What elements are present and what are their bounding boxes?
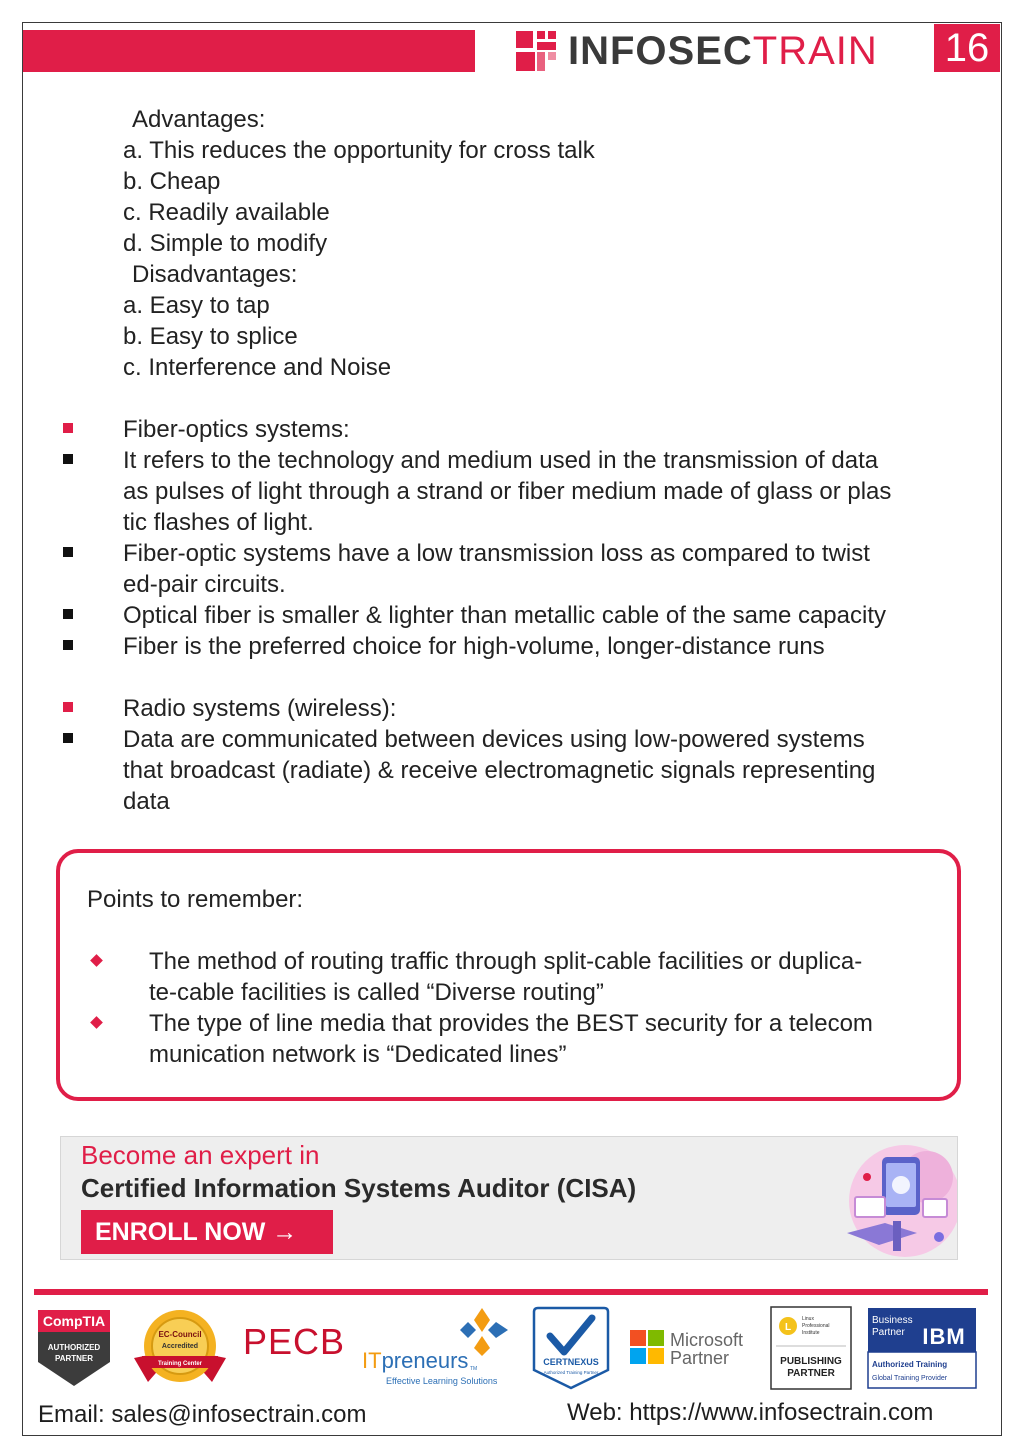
radio-line: that broadcast (radiate) & receive electromagnetic signals representing	[123, 757, 876, 784]
square-bullet-icon	[63, 547, 73, 557]
advantage-item: d. Simple to modify	[123, 230, 328, 257]
fiber-line: Fiber-optic systems have a low transmission loss as compared to twist	[123, 540, 870, 567]
banner-course-title: Certified Information Systems Auditor (CISA)	[81, 1173, 637, 1203]
comptia-badge-line: AUTHORIZED	[47, 1343, 101, 1352]
square-bullet-icon	[63, 640, 73, 650]
lpi-partner-text: PARTNER	[787, 1368, 835, 1379]
lpi-name-line: Professional	[802, 1323, 830, 1329]
comptia-authorized-partner-logo	[34, 1306, 114, 1390]
remember-heading: Points to remember:	[87, 886, 304, 913]
remember-line: The type of line media that provides the BEST security for a telecom	[149, 1010, 873, 1037]
itpreneurs-tm: TM	[470, 1366, 478, 1372]
certnexus-text: CERTNEXUS	[543, 1357, 599, 1367]
disadvantage-item: b. Easy to splice	[123, 323, 298, 350]
pecb-logo	[238, 1306, 350, 1390]
ibm-business-text: Business	[872, 1315, 913, 1326]
svg-text:L: L	[784, 1322, 792, 1333]
fiber-line: as pulses of light through a strand or fiber medium made of glass or plas	[123, 478, 892, 505]
lpi-publishing-partner-logo	[770, 1306, 852, 1390]
advantages-heading: Advantages:	[132, 106, 266, 133]
comptia-badge-line: PARTNER	[54, 1354, 94, 1363]
radio-line: data	[123, 788, 170, 815]
microsoft-partner-text: Partner	[670, 1348, 730, 1368]
ibm-authorized-text: Authorized Training	[872, 1360, 948, 1369]
page-number: 16	[934, 24, 1000, 72]
fiber-line: Fiber is the preferred choice for high-volume, longer-distance runs	[123, 633, 825, 660]
itpreneurs-text: preneurs	[381, 1348, 469, 1373]
fiber-line: It refers to the technology and medium used in the transmission of data	[123, 447, 879, 474]
remember-line: The method of routing traffic through split-cable facilities or duplica-	[149, 948, 863, 975]
infosectrain-logo	[516, 30, 878, 72]
fiber-heading: Fiber-optics systems:	[123, 416, 350, 443]
ibm-business-partner-logo	[866, 1306, 982, 1390]
ibm-text: IBM	[922, 1324, 966, 1349]
logo-text-main: INFOSEC	[568, 29, 753, 73]
disadvantages-heading: Disadvantages:	[132, 261, 298, 288]
remember-line: te-cable facilities is called “Diverse routing”	[149, 979, 604, 1006]
footer-website[interactable]: Web: https://www.infosectrain.com	[567, 1399, 934, 1426]
advantage-item: c. Readily available	[123, 199, 330, 226]
square-bullet-icon	[63, 454, 73, 464]
square-bullet-icon	[63, 423, 73, 433]
fiber-line: tic flashes of light.	[123, 509, 314, 536]
lpi-publishing-text: PUBLISHING	[780, 1356, 842, 1367]
itpreneurs-tagline: Effective Learning Solutions	[386, 1376, 498, 1386]
ec-council-line: Training Center	[157, 1361, 203, 1367]
itpreneurs-logo	[360, 1306, 516, 1390]
fiber-line: ed-pair circuits.	[123, 571, 286, 598]
enroll-now-button[interactable]: ENROLL NOW →	[81, 1210, 333, 1254]
ibm-partner-text: Partner	[872, 1327, 905, 1338]
footer-email[interactable]: Email: sales@infosectrain.com	[38, 1401, 367, 1428]
ec-council-line: Accredited	[161, 1343, 199, 1350]
banner-tagline: Become an expert in	[81, 1140, 320, 1170]
comptia-name: CompTIA	[42, 1313, 106, 1329]
footer-rule	[34, 1289, 988, 1295]
square-bullet-icon	[63, 609, 73, 619]
itpreneurs-accent: IT	[362, 1348, 382, 1373]
svg-text:ITpreneurs	[362, 1348, 468, 1373]
microsoft-partner-logo	[626, 1306, 758, 1390]
remember-line: munication network is “Dedicated lines”	[149, 1041, 567, 1068]
header-bar	[23, 30, 475, 72]
ibm-global-text: Global Training Provider	[872, 1375, 948, 1382]
advantage-item: a. This reduces the opportunity for cross talk	[123, 137, 595, 164]
square-bullet-icon	[63, 733, 73, 743]
microsoft-text: Microsoft	[670, 1330, 744, 1350]
disadvantage-item: a. Easy to tap	[123, 292, 270, 319]
logo-grid-icon	[516, 31, 556, 71]
fiber-line: Optical fiber is smaller & lighter than metallic cable of the same capacity	[123, 602, 886, 629]
lpi-name-line: Institute	[802, 1330, 820, 1336]
radio-line: Data are communicated between devices using low-powered systems	[123, 726, 865, 753]
square-bullet-icon	[63, 702, 73, 712]
ec-council-line: EC-Council	[158, 1330, 202, 1339]
laptop-illustration-icon	[827, 1137, 957, 1260]
disadvantage-item: c. Interference and Noise	[123, 354, 392, 381]
certnexus-sub: Authorized Training Partner	[543, 1370, 599, 1375]
lpi-name-line: Linux	[802, 1316, 814, 1322]
pecb-text: PECB	[242, 1321, 346, 1362]
logo-text-accent: TRAIN	[752, 29, 878, 73]
ec-council-accredited-logo	[128, 1306, 232, 1390]
radio-heading: Radio systems (wireless):	[123, 695, 397, 722]
certnexus-logo	[530, 1306, 612, 1390]
cisa-promo-banner[interactable]	[60, 1136, 958, 1260]
advantage-item: b. Cheap	[123, 168, 221, 195]
